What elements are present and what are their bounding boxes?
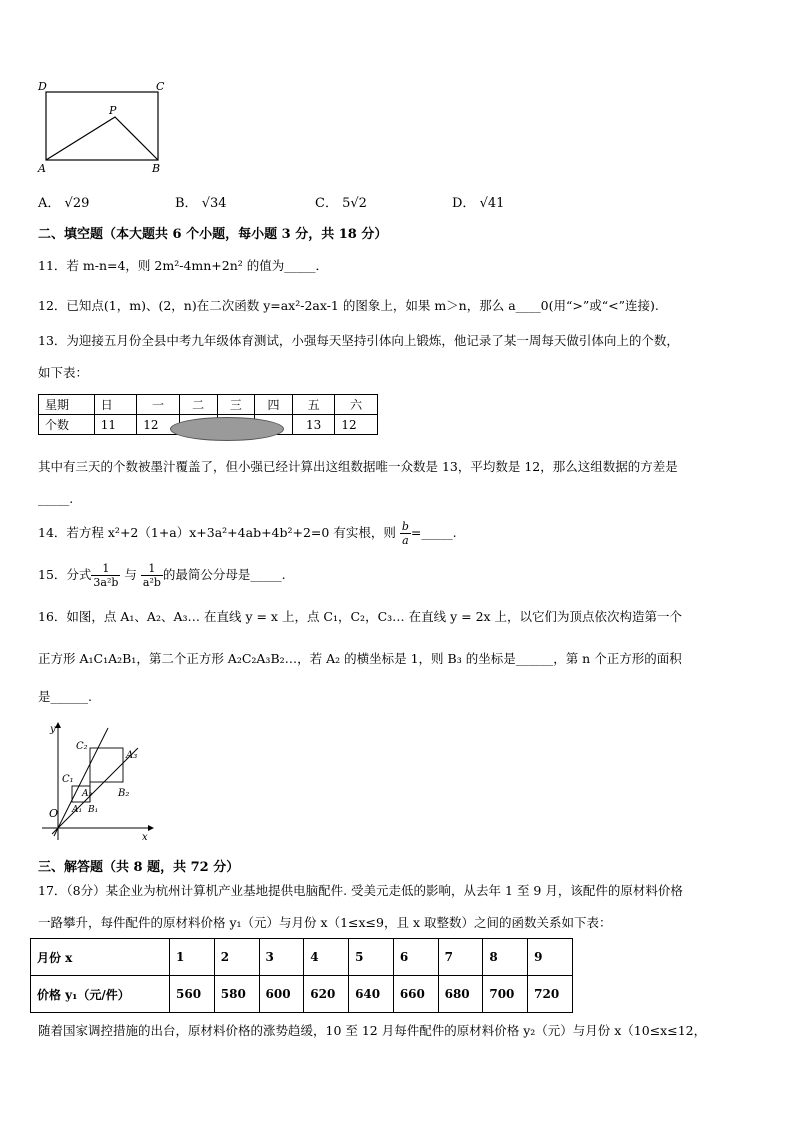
question-17-line2: 一路攀升，每件配件的原材料价格 y₁（元）与月份 x（1≤x≤9，且 x 取整数）之间的函数关系如下表： bbox=[38, 915, 612, 930]
label-p: P bbox=[109, 104, 117, 117]
table-cell: 11 bbox=[94, 415, 137, 435]
question-16: 16．如图，点 A₁、A₂、A₃… 在直线 y = x 上，点 C₁，C₂，C₃… 在直线 y = 2x 上，以它们为顶点依次构造第一个 bbox=[38, 609, 683, 624]
question-16-line2: 正方形 A₁C₁A₂B₁，第二个正方形 A₂C₂A₃B₂…，若 A₂ 的横坐标是 1，则 B₃ 的坐标是______，第 n 个正方形的面积 bbox=[38, 651, 682, 666]
table-cell: 12 bbox=[137, 415, 180, 435]
table-cell: 13 bbox=[292, 415, 335, 435]
table-cell: 680 bbox=[438, 976, 483, 1013]
table-header-cell: 四 bbox=[255, 395, 293, 415]
table-cell: 7 bbox=[438, 939, 483, 976]
table-cell: 640 bbox=[349, 976, 394, 1013]
question-12: 12．已知点(1，m)、(2，n)在二次函数 y=ax²-2ax-1 的图象上，如果 m＞n，那么 a____0(用“>”或“<”连接). bbox=[38, 298, 659, 313]
label-d: D bbox=[38, 80, 47, 93]
label-a3: A₃ bbox=[126, 750, 138, 761]
price-table bbox=[30, 938, 573, 1013]
question-14: 14．若方程 x²+2（1+a）x+3a²+4ab+4b²+2=0 有实根，则 $\frac{b}{a}$ =_____. bbox=[38, 520, 457, 547]
question-13-line2: 如下表： bbox=[38, 365, 89, 380]
label-a: A bbox=[38, 162, 46, 175]
section-2-heading: 二、填空题（本大题共 6 个小题，每小题 3 分，共 18 分） bbox=[38, 227, 388, 242]
label-c2: C₂ bbox=[76, 741, 88, 752]
table-header-cell: 二 bbox=[179, 395, 217, 415]
label-b: B bbox=[152, 162, 161, 175]
table-header-cell: 星期 bbox=[39, 395, 95, 415]
table-cell: 700 bbox=[483, 976, 528, 1013]
table-header-cell: 五 bbox=[292, 395, 335, 415]
table-cell: 560 bbox=[170, 976, 215, 1013]
fraction-1: $\frac{1}{\text{3a²b}}$ bbox=[93, 562, 119, 589]
table-header-cell: 日 bbox=[94, 395, 137, 415]
table-row-label: 个数 bbox=[39, 415, 95, 435]
label-y: y bbox=[50, 724, 56, 735]
table-cell: 4 bbox=[304, 939, 349, 976]
ink-blot bbox=[170, 417, 284, 441]
label-c: C bbox=[156, 80, 165, 93]
label-a1: A₁ bbox=[72, 805, 83, 815]
question-17-line3: 随着国家调控措施的出台，原材料价格的涨势趋缓，10 至 12 月每件配件的原材料价格 y₂（元）与月份 x（10≤x≤12， bbox=[38, 1023, 707, 1038]
table-cell: 9 bbox=[528, 939, 573, 976]
table-cell: 1 bbox=[170, 939, 215, 976]
question-16-line3: 是______. bbox=[38, 689, 92, 704]
label-a2: A₂ bbox=[82, 789, 93, 799]
question-17: 17．（8分）某企业为杭州计算机产业基地提供电脑配件. 受美元走低的影响，从去年 1 至 9 月，该配件的原材料价格 bbox=[38, 883, 683, 898]
table-header-cell: 一 bbox=[137, 395, 180, 415]
table-cell: 3 bbox=[259, 939, 304, 976]
table-cell: 600 bbox=[259, 976, 304, 1013]
table-cell: 580 bbox=[214, 976, 259, 1013]
option-c: C． 5√2 bbox=[315, 196, 367, 211]
label-c1: C₁ bbox=[62, 774, 74, 785]
option-d: D． √41 bbox=[452, 196, 505, 211]
label-x: x bbox=[142, 832, 148, 843]
question-13: 13．为迎接五月份全县中考九年级体育测试，小强每天坚持引体向上锻炼，他记录了某一周每天做引体向上的个数， bbox=[38, 333, 679, 348]
table-cell: 2 bbox=[214, 939, 259, 976]
question-15: 15．分式 $\frac{1}{\text{3a²b}}$ 与 $\frac{1}{\text{a²b}}$ 的最简公分母是_____. bbox=[38, 562, 286, 589]
table-header-cell: 三 bbox=[217, 395, 255, 415]
question-13-line4: _____. bbox=[38, 491, 74, 506]
table-cell: 8 bbox=[483, 939, 528, 976]
table-header-cell: 六 bbox=[335, 395, 378, 415]
question-13-line3: 其中有三天的个数被墨汁覆盖了，但小强已经计算出这组数据唯一众数是 13，平均数是 12，那么这组数据的方差是 bbox=[38, 459, 678, 474]
label-b2: B₂ bbox=[118, 788, 130, 799]
rectangle-figure bbox=[36, 78, 171, 178]
table-cell: 660 bbox=[393, 976, 438, 1013]
fraction-b-over-a: $\frac{b}{a}$ bbox=[401, 520, 409, 547]
option-a: A． √29 bbox=[38, 196, 90, 211]
section-3-heading: 三、解答题（共 8 题，共 72 分） bbox=[38, 860, 240, 875]
fraction-2: $\frac{1}{\text{a²b}}$ bbox=[142, 562, 161, 589]
table-cell: 720 bbox=[528, 976, 573, 1013]
table-cell: 6 bbox=[393, 939, 438, 976]
option-b: B． √34 bbox=[175, 196, 227, 211]
table-cell: 12 bbox=[335, 415, 378, 435]
table-cell: 620 bbox=[304, 976, 349, 1013]
table-row-label: 月份 x bbox=[31, 939, 170, 976]
table-cell: 5 bbox=[349, 939, 394, 976]
squares-figure bbox=[38, 718, 163, 843]
table-row-label: 价格 y₁（元/件） bbox=[31, 976, 170, 1013]
label-o: O bbox=[49, 807, 59, 820]
label-b1: B₁ bbox=[88, 805, 99, 815]
question-11: 11．若 m-n=4，则 2m²-4mn+2n² 的值为_____． bbox=[38, 258, 329, 273]
